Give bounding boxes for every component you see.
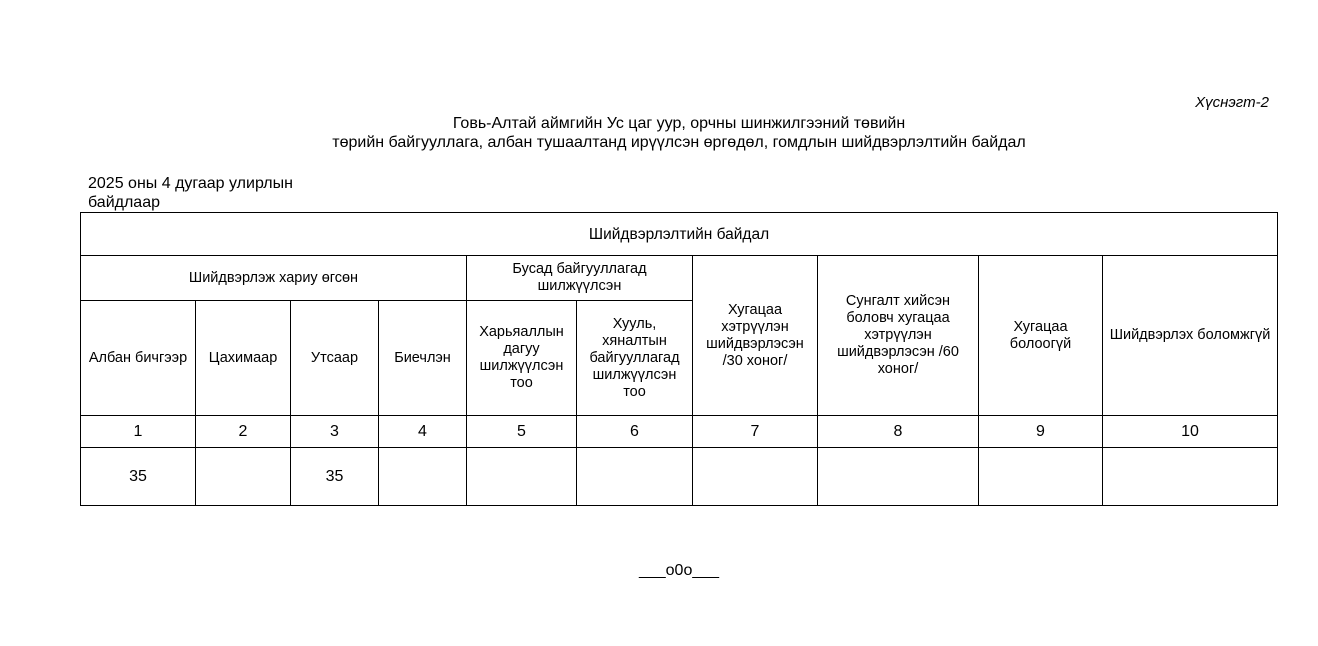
- title-line-2: төрийн байгууллага, албан тушаалтанд ирүүлсэн өргөдөл, гомдлын шийдвэрлэлтийн байдал: [332, 134, 1026, 151]
- column-number-cell: 8: [818, 416, 979, 448]
- document-title: [0, 114, 1318, 152]
- column-number-cell: 6: [577, 416, 693, 448]
- column-header-10: Шийдвэрлэх боломжгүй: [1103, 256, 1278, 416]
- column-number-cell: 9: [979, 416, 1103, 448]
- column-number-cell: 4: [379, 416, 467, 448]
- period-line-1: 2025 оны 4 дугаар улирлын: [88, 175, 293, 192]
- column-header-4: Биечлэн: [379, 301, 467, 416]
- table-row: [81, 448, 1278, 506]
- title-line-1: Говь-Алтай аймгийн Ус цаг уур, орчны шинжилгээний төвийн: [452, 115, 906, 132]
- column-header-9: Хугацаа болоогүй: [979, 256, 1103, 416]
- main-header-cell: Шийдвэрлэлтийн байдал: [81, 213, 1278, 256]
- value-cell-3: 35: [291, 448, 379, 506]
- annex-label: Хүснэгт-2: [1195, 94, 1269, 111]
- end-of-document-mark: ___o0o___: [638, 562, 720, 579]
- value-cell-7: [693, 448, 818, 506]
- column-number-row: [81, 416, 1278, 448]
- value-cell-10: [1103, 448, 1278, 506]
- column-number-cell: 3: [291, 416, 379, 448]
- column-header-3: Утсаар: [291, 301, 379, 416]
- value-cell-1: 35: [81, 448, 196, 506]
- column-header-6: Хууль, хяналтын байгууллагад шилжүүлсэн тоо: [577, 301, 693, 416]
- column-number-cell: 5: [467, 416, 577, 448]
- column-header-7: Хугацаа хэтрүүлэн шийдвэрлэсэн /30 хоног/: [693, 256, 818, 416]
- column-header-1: Албан бичгээр: [81, 301, 196, 416]
- column-header-2: Цахимаар: [196, 301, 291, 416]
- group-answered-cell: Шийдвэрлэж хариу өгсөн: [81, 256, 467, 301]
- value-cell-8: [818, 448, 979, 506]
- value-cell-9: [979, 448, 1103, 506]
- group-transferred-cell: Бусад байгууллагад шилжүүлсэн: [467, 256, 693, 301]
- value-cell-6: [577, 448, 693, 506]
- column-number-cell: 2: [196, 416, 291, 448]
- report-period: [88, 174, 293, 212]
- column-header-5: Харьяаллын дагуу шилжүүлсэн тоо: [467, 301, 577, 416]
- table-header-row-groups: [81, 256, 1278, 301]
- value-cell-4: [379, 448, 467, 506]
- value-cell-5: [467, 448, 577, 506]
- column-number-cell: 1: [81, 416, 196, 448]
- resolution-status-table: [80, 212, 1278, 506]
- period-line-2: байдлаар: [88, 194, 160, 211]
- value-cell-2: [196, 448, 291, 506]
- column-number-cell: 10: [1103, 416, 1278, 448]
- table-header-row-main: [81, 213, 1278, 256]
- column-number-cell: 7: [693, 416, 818, 448]
- column-header-8: Сунгалт хийсэн боловч хугацаа хэтрүүлэн шийдвэрлэсэн /60 хоног/: [818, 256, 979, 416]
